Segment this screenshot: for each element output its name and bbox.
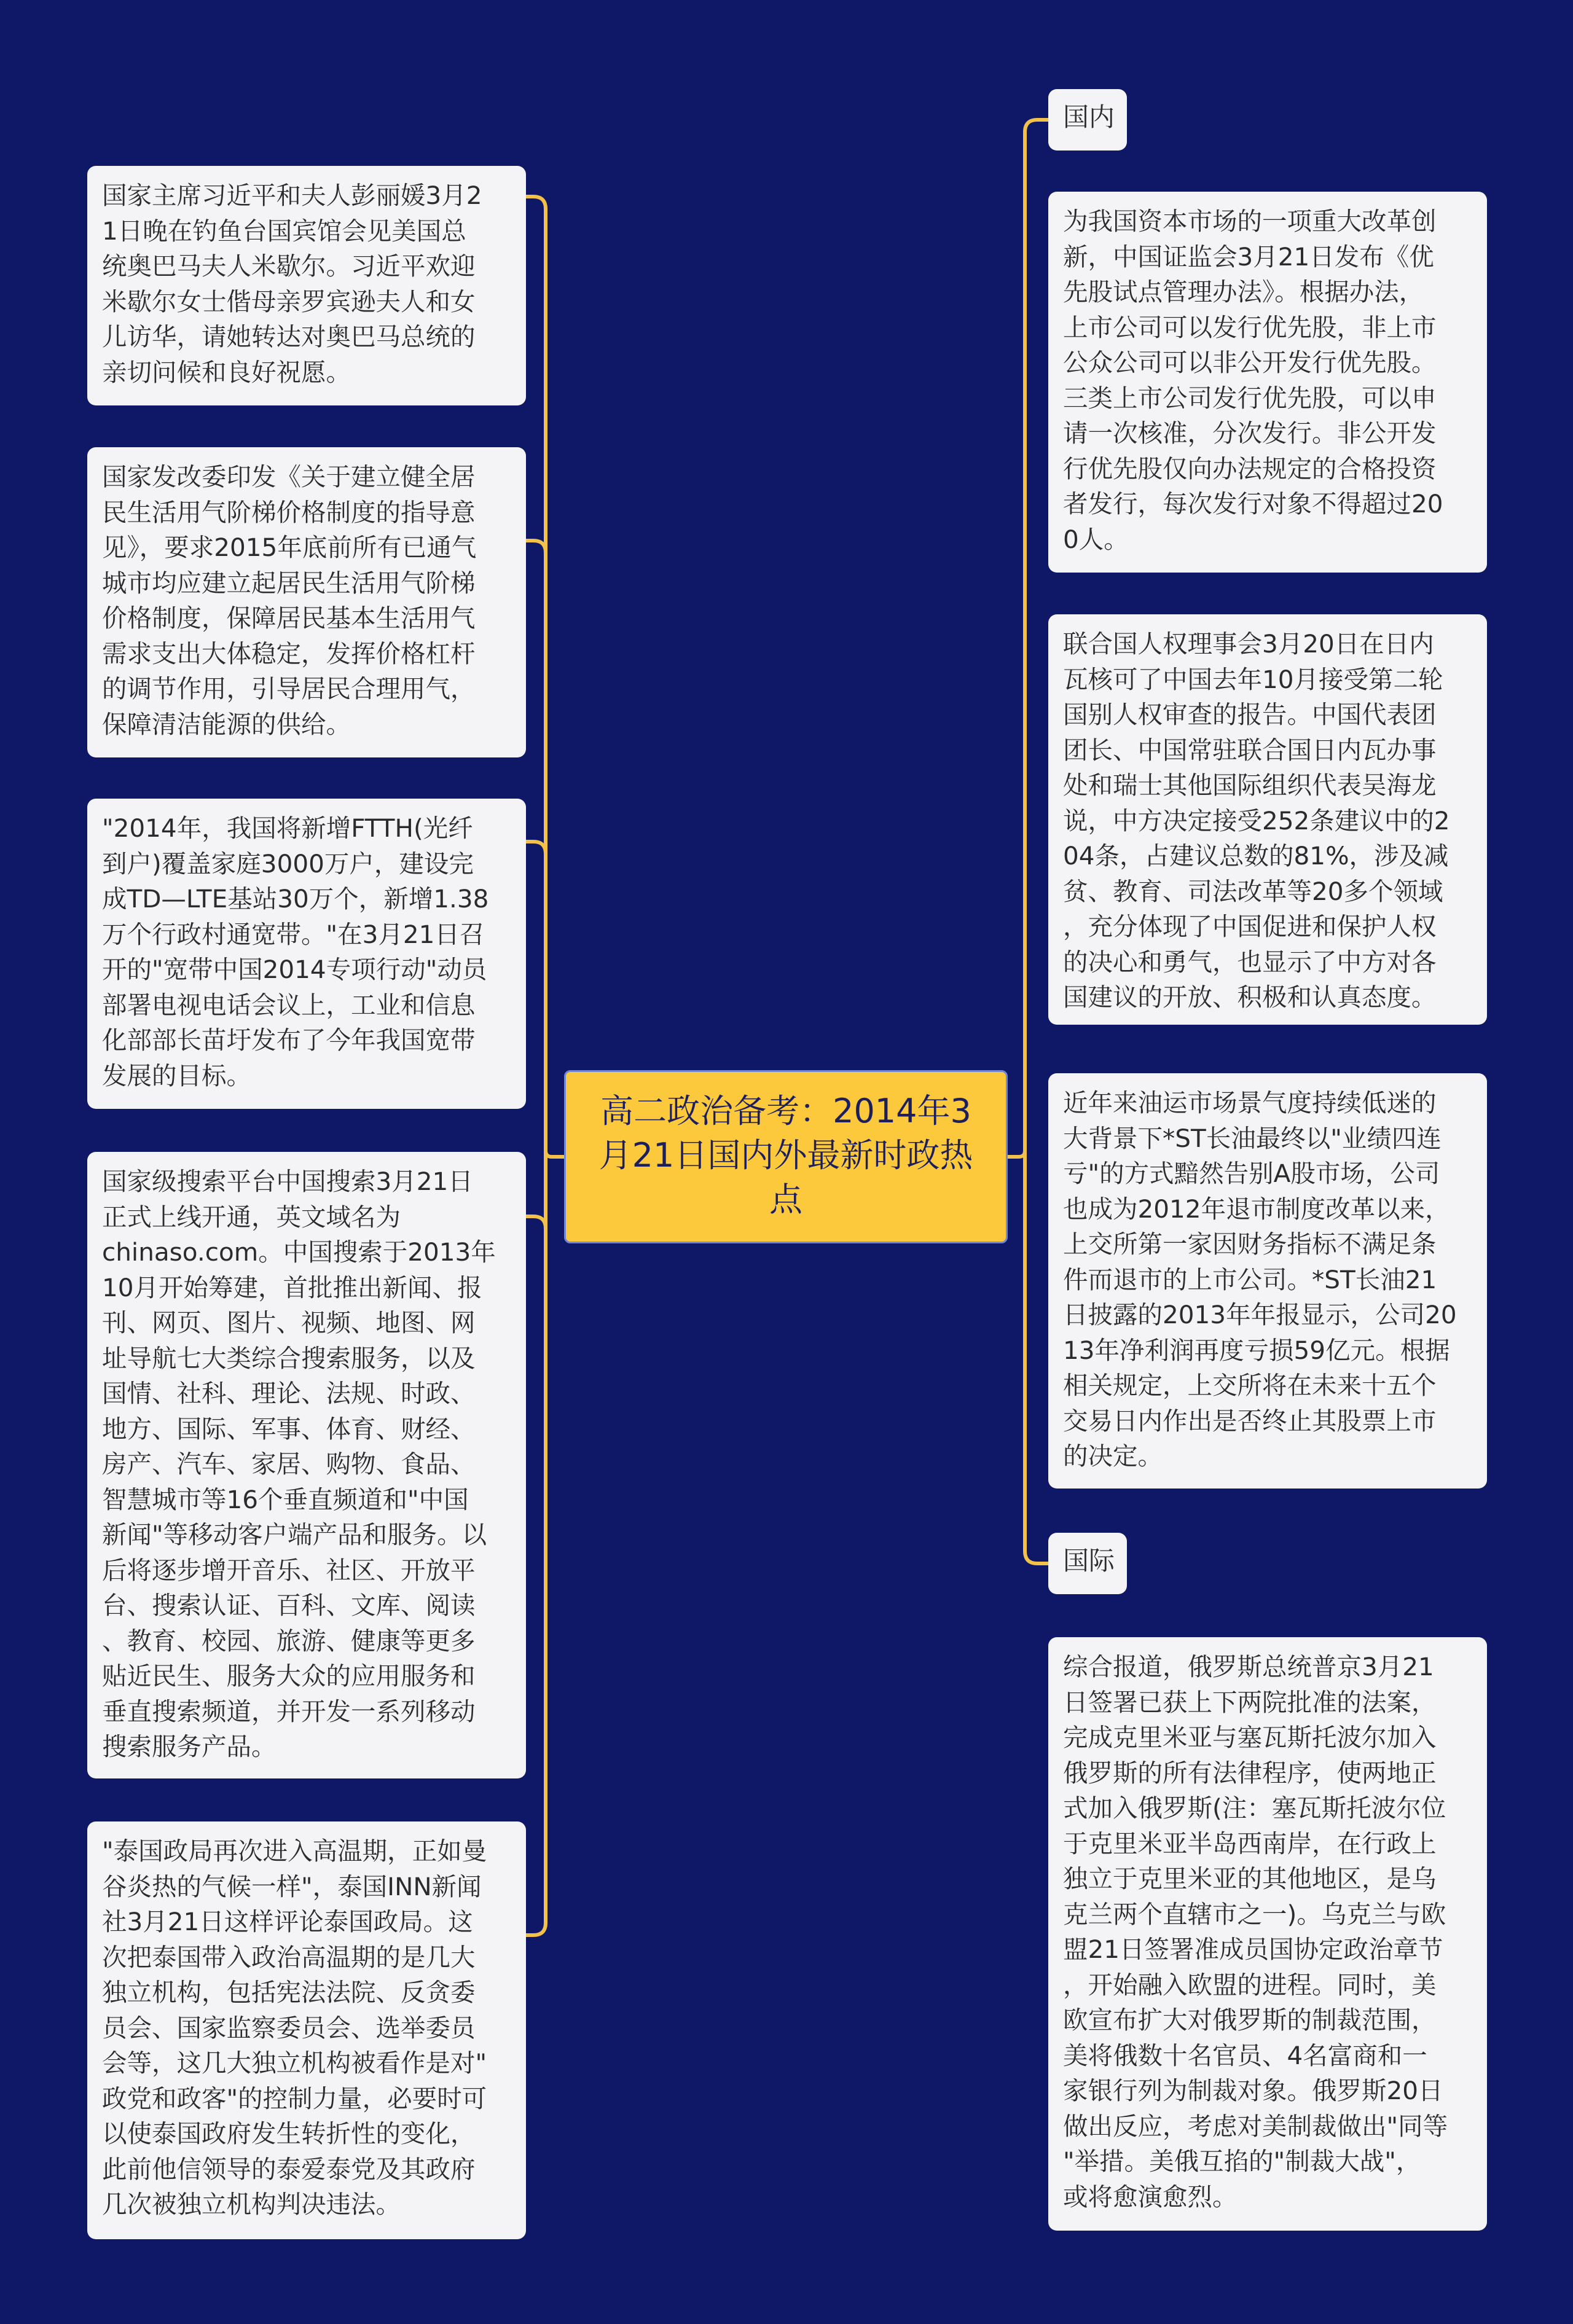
left-node-gas-pricing[interactable]: 国家发改委印发《关于建立健全居 民生活用气阶梯价格制度的指导意 见》，要求2015年底前所有已通气 城市均应建立起居民生活用气阶梯 价格制度，保障居民基本生活用气 需求支出大体稳定，发挥价格杠杆 的调节作用，引导居民合理用气， 保障清洁能源的供给。 xyxy=(87,447,526,757)
left-node-china-search[interactable]: 国家级搜索平台中国搜索3月21日 正式上线开通，英文域名为 chinaso.com。中国搜索于2013年 10月开始筹建，首批推出新闻、报 刊、网页、图片、视频、地图、网 址导航七大类综合搜索服务，以及 国情、社科、理论、法规、时政、 地方、国际、军事、体育、财经、 房产、汽车、家居、购物、食品、 智慧城市等16个垂直频道和"中国 新闻"等移动客户端产品和服务。以 后将逐步增开音乐、社区、开放平 台、搜索认证、百科、文库、阅读 、教育、校园、旅游、健康等更多 贴近民生、服务大众的应用服务和 垂直搜索频道，并开发一系列移动 搜索服务产品。 xyxy=(87,1152,526,1778)
left-node-broadband[interactable]: "2014年，我国将新增FTTH(光纤 到户)覆盖家庭3000万户，建设完 成TD—LTE基站30万个，新增1.38 万个行政村通宽带。"在3月21日召 开的"宽带中国2014专项行动"动员 部署电视电话会议上，工业和信息 化部部长苗圩发布了今年我国宽带 发展的目标。 xyxy=(87,799,526,1109)
right-node-st-changyou[interactable]: 近年来油运市场景气度持续低迷的 大背景下*ST长油最终以"业绩四连 亏"的方式黯然告别A股市场，公司 也成为2012年退市制度改革以来， 上交所第一家因财务指标不满足条 件而退市的上市公司。*ST长油21 日披露的2013年年报显示，公司20 13年净利润再度亏损59亿元。根据 相关规定，上交所将在未来十五个 交易日内作出是否终止其股票上市 的决定。 xyxy=(1048,1073,1487,1489)
right-branch-line xyxy=(1008,120,1048,1157)
left-node-xi-meets-michelle[interactable]: 国家主席习近平和夫人彭丽媛3月2 1日晚在钓鱼台国宾馆会见美国总 统奥巴马夫人米歇尔。习近平欢迎 米歇尔女士偕母亲罗宾逊夫人和女 儿访华，请她转达对奥巴马总统的 亲切问候和良好祝愿。 xyxy=(87,166,526,405)
right-node-preferred-shares[interactable]: 为我国资本市场的一项重大改革创 新，中国证监会3月21日发布《优 先股试点管理办法》。根据办法， 上市公司可以发行优先股，非上市 公众公司可以非公开发行优先股。 三类上市公司发行优先股，可以申 请一次核准，分次发行。非公开发 行优先股仅向办法规定的合格投资 者发行，每次发行对象不得超过20 0人。 xyxy=(1048,192,1487,573)
left-branch-line xyxy=(526,197,564,1157)
right-node-crimea[interactable]: 综合报道，俄罗斯总统普京3月21 日签署已获上下两院批准的法案， 完成克里米亚与塞瓦斯托波尔加入 俄罗斯的所有法律程序，使两地正 式加入俄罗斯(注：塞瓦斯托波尔位 于克里米亚半岛西南岸，在行政上 独立于克里米亚的其他地区，是乌 克兰两个直辖市之一)。乌克兰与欧 盟21日签署准成员国协定政治章节 ，开始融入欧盟的进程。同时，美 欧宣布扩大对俄罗斯的制裁范围， 美将俄数十名官员、4名富商和一 家银行列为制裁对象。俄罗斯20日 做出反应，考虑对美制裁做出"同等 "举措。美俄互掐的"制裁大战"， 或将愈演愈烈。 xyxy=(1048,1637,1487,2231)
left-node-thai-politics[interactable]: "泰国政局再次进入高温期，正如曼 谷炎热的气候一样"，泰国INN新闻 社3月21日这样评论泰国政局。这 次把泰国带入政治高温期的是几大 独立机构，包括宪法法院、反贪委 员会、国家监察委员会、选举委员 会等，这几大独立机构被看作是对" 政党和政客"的控制力量，必要时可 以使泰国政府发生转折性的变化， 此前他信领导的泰爱泰党及其政府 几次被独立机构判决违法。 xyxy=(87,1821,526,2239)
right-node-human-rights[interactable]: 联合国人权理事会3月20日在日内 瓦核可了中国去年10月接受第二轮 国别人权审查的报告。中国代表团 团长、中国常驻联合国日内瓦办事 处和瑞士其他国际组织代表吴海龙 说，中方决定接受252条建议中的2 04条，占建议总数的81%，涉及减 贫、教育、司法改革等20多个领域 ，充分体现了中国促进和保护人权 的决心和勇气，也显示了中方对各 国建议的开放、积极和认真态度。 xyxy=(1048,614,1487,1025)
label-international[interactable]: 国际 xyxy=(1048,1533,1127,1594)
label-domestic[interactable]: 国内 xyxy=(1048,89,1127,151)
root-topic[interactable]: 高二政治备考：2014年3 月21日国内外最新时政热 点 xyxy=(564,1070,1008,1243)
